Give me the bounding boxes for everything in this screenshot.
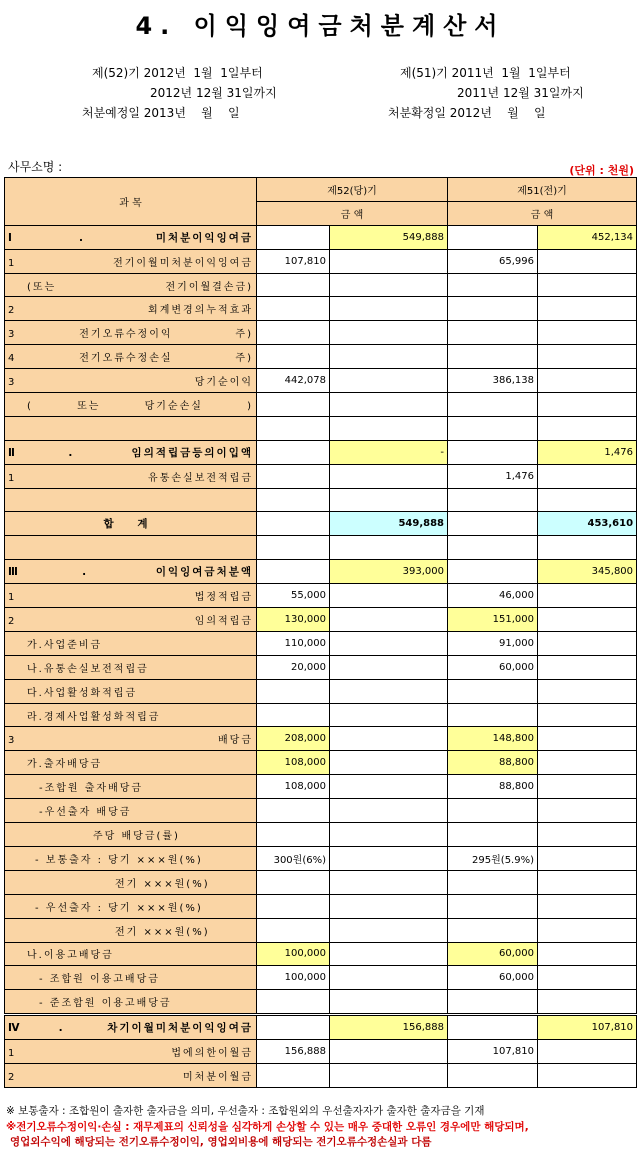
row-label: 나.이용고배당금 (5, 942, 257, 966)
prior-amount-header: 금 액 (448, 201, 637, 225)
row-label: - 우선출자 : 당기 ×××원(%) (5, 894, 257, 918)
prior-detail-cell (448, 990, 538, 1015)
row-label (5, 488, 257, 512)
prior-total-cell (538, 536, 637, 560)
prior-total-cell: 453,610 (538, 512, 637, 536)
current-detail-cell (257, 1063, 330, 1087)
row-label (5, 416, 257, 440)
current-detail-cell (257, 560, 330, 584)
table-row (5, 894, 637, 918)
table-row (5, 799, 637, 823)
prior-total-cell: 107,810 (538, 1015, 637, 1040)
table-row (5, 679, 637, 703)
row-label: 다.사업활성화적립금 (5, 679, 257, 703)
prior-detail-cell (448, 870, 538, 894)
current-detail-cell (257, 799, 330, 823)
prior-total-cell (538, 918, 637, 942)
prior-detail-cell (448, 345, 538, 369)
prior-detail-cell: 65,996 (448, 249, 538, 273)
current-detail-cell (257, 488, 330, 512)
table-row (5, 512, 637, 536)
prior-total-cell (538, 846, 637, 870)
current-detail-cell: 130,000 (257, 608, 330, 632)
prior-total-cell (538, 464, 637, 488)
row-label: 1 전기이월미처분이익잉여금 (5, 249, 257, 273)
current-total-cell (330, 416, 448, 440)
row-label: Ⅲ. 이익잉여금처분액 (5, 560, 257, 584)
statement-table (4, 177, 637, 1088)
prior-detail-cell: 386,138 (448, 369, 538, 393)
table-row (5, 345, 637, 369)
row-label: -우선출자 배당금 (5, 799, 257, 823)
current-detail-cell: 110,000 (257, 631, 330, 655)
prior-total-cell (538, 703, 637, 727)
prior-detail-cell: 151,000 (448, 608, 538, 632)
current-total-cell (330, 966, 448, 990)
current-total-cell (330, 297, 448, 321)
prior-total-cell: 1,476 (538, 440, 637, 464)
table-row (5, 369, 637, 393)
current-detail-cell: 100,000 (257, 942, 330, 966)
current-period-end: 2012년 12월 31일까지 (150, 86, 277, 100)
prior-detail-cell: 60,000 (448, 942, 538, 966)
row-label: 나.유통손실보전적립금 (5, 655, 257, 679)
prior-detail-cell: 88,800 (448, 751, 538, 775)
current-total-cell (330, 584, 448, 608)
row-label: 가.출자배당금 (5, 751, 257, 775)
current-total-cell (330, 799, 448, 823)
row-label: 2 임의적립금 (5, 608, 257, 632)
current-detail-cell (257, 321, 330, 345)
prior-detail-cell (448, 440, 538, 464)
current-total-cell (330, 273, 448, 297)
current-total-cell (330, 775, 448, 799)
row-label: (또는 전기이월결손금) (5, 273, 257, 297)
prior-detail-cell (448, 894, 538, 918)
current-total-cell (330, 1063, 448, 1087)
current-total-cell: 393,000 (330, 560, 448, 584)
prior-detail-cell (448, 703, 538, 727)
current-total-cell: - (330, 440, 448, 464)
current-period-start: 제(52)기 2012년 1월 1일부터 (92, 66, 263, 80)
table-row (5, 918, 637, 942)
current-total-cell (330, 536, 448, 560)
current-total-cell (330, 321, 448, 345)
current-detail-cell (257, 1015, 330, 1040)
current-total-cell (330, 990, 448, 1015)
table-row (5, 870, 637, 894)
current-detail-cell (257, 297, 330, 321)
current-detail-cell: 300원(6%) (257, 846, 330, 870)
table-row (5, 942, 637, 966)
prior-total-cell (538, 1040, 637, 1064)
table-row (5, 393, 637, 417)
table-row (5, 1040, 637, 1064)
current-detail-cell: 108,000 (257, 775, 330, 799)
prior-total-cell (538, 799, 637, 823)
current-total-cell (330, 345, 448, 369)
current-detail-cell (257, 870, 330, 894)
current-total-cell (330, 1040, 448, 1064)
prior-total-cell (538, 273, 637, 297)
prior-detail-cell: 295원(5.9%) (448, 846, 538, 870)
current-detail-cell (257, 918, 330, 942)
table-row (5, 249, 637, 273)
prior-total-cell (538, 488, 637, 512)
prior-detail-cell: 1,476 (448, 464, 538, 488)
table-row (5, 440, 637, 464)
current-detail-cell (257, 225, 330, 249)
prior-detail-cell (448, 488, 538, 512)
current-total-cell (330, 846, 448, 870)
subject-header: 과 목 (5, 178, 257, 226)
header-row-1 (5, 178, 637, 202)
prior-total-cell (538, 321, 637, 345)
prior-period-header: 제51(전)기 (448, 178, 637, 202)
document-title: 4. 이익잉여금처분계산서 (135, 12, 506, 40)
table-row (5, 775, 637, 799)
prior-total-cell (538, 942, 637, 966)
prior-total-cell (538, 990, 637, 1015)
office-unit-row (8, 158, 634, 175)
current-total-cell (330, 870, 448, 894)
current-total-cell (330, 918, 448, 942)
prior-detail-cell (448, 918, 538, 942)
prior-detail-cell (448, 1063, 538, 1087)
row-label: 라.경제사업활성화적립금 (5, 703, 257, 727)
current-period-header: 제52(당)기 (257, 178, 448, 202)
current-detail-cell (257, 345, 330, 369)
table-row (5, 751, 637, 775)
prior-total-cell (538, 966, 637, 990)
row-label: 2 회계변경의누적효과 (5, 297, 257, 321)
prior-total-cell (538, 631, 637, 655)
footnote-error-red: 재무제표의 신뢰성을 심각하게 손상할 수 있는 매우 중대한 오류인 경우에만 해당되며, (129, 1121, 529, 1133)
table-row (5, 823, 637, 847)
row-label: 3 전기오류수정이익 주) (5, 321, 257, 345)
current-detail-cell: 20,000 (257, 655, 330, 679)
prior-period-end: 2011년 12월 31일까지 (457, 86, 584, 100)
prior-detail-cell: 60,000 (448, 966, 538, 990)
prior-detail-cell: 107,810 (448, 1040, 538, 1064)
current-total-cell (330, 727, 448, 751)
prior-total-cell (538, 1063, 637, 1087)
current-detail-cell (257, 464, 330, 488)
row-label: - 보통출자 : 당기 ×××원(%) (5, 846, 257, 870)
current-detail-cell (257, 440, 330, 464)
current-total-cell (330, 464, 448, 488)
current-total-cell (330, 608, 448, 632)
current-total-cell (330, 894, 448, 918)
current-total-cell: 549,888 (330, 225, 448, 249)
current-detail-cell: 442,078 (257, 369, 330, 393)
table-row (5, 560, 637, 584)
prior-detail-cell (448, 225, 538, 249)
row-label: 주당 배당금(률) (5, 823, 257, 847)
prior-total-cell (538, 345, 637, 369)
current-detail-cell: 156,888 (257, 1040, 330, 1064)
prior-detail-cell (448, 799, 538, 823)
current-detail-cell (257, 273, 330, 297)
prior-detail-cell: 60,000 (448, 655, 538, 679)
current-detail-cell (257, 512, 330, 536)
current-total-cell (330, 942, 448, 966)
current-total-cell (330, 488, 448, 512)
prior-total-cell (538, 751, 637, 775)
prior-detail-cell: 91,000 (448, 631, 538, 655)
current-total-cell: 156,888 (330, 1015, 448, 1040)
current-detail-cell (257, 536, 330, 560)
current-detail-cell: 107,810 (257, 249, 330, 273)
prior-detail-cell (448, 560, 538, 584)
table-row (5, 846, 637, 870)
current-total-cell (330, 393, 448, 417)
current-total-cell: 549,888 (330, 512, 448, 536)
table-row (5, 1063, 637, 1087)
current-disposal-date: 처분예정일 2013년 월 일 (82, 106, 240, 120)
row-label: ( 또는 당기순손실 ) (5, 393, 257, 417)
prior-detail-cell: 46,000 (448, 584, 538, 608)
row-label: 합 계 (5, 512, 257, 536)
current-detail-cell (257, 894, 330, 918)
prior-detail-cell (448, 823, 538, 847)
table-row (5, 608, 637, 632)
row-label: Ⅱ. 임의적립금등의이입액 (5, 440, 257, 464)
table-row (5, 631, 637, 655)
current-total-cell (330, 679, 448, 703)
prior-detail-cell (448, 536, 538, 560)
current-detail-cell (257, 393, 330, 417)
prior-total-cell (538, 775, 637, 799)
row-label: 3 당기순이익 (5, 369, 257, 393)
table-row (5, 488, 637, 512)
current-total-cell (330, 369, 448, 393)
current-total-cell (330, 631, 448, 655)
table-row (5, 990, 637, 1015)
prior-total-cell: 345,800 (538, 560, 637, 584)
row-label: 1 법정적립금 (5, 584, 257, 608)
row-label: 전기 ×××원(%) (5, 870, 257, 894)
prior-detail-cell: 148,800 (448, 727, 538, 751)
current-total-cell (330, 823, 448, 847)
table-row (5, 703, 637, 727)
prior-total-cell: 452,134 (538, 225, 637, 249)
table-row (5, 321, 637, 345)
prior-detail-cell (448, 679, 538, 703)
row-label: 4 전기오류수정손실 주) (5, 345, 257, 369)
row-label: Ⅰ. 미처분이익잉여금 (5, 225, 257, 249)
current-detail-cell (257, 703, 330, 727)
unit-label: (단위 : 천원) (569, 164, 634, 177)
current-detail-cell: 108,000 (257, 751, 330, 775)
prior-total-cell (538, 823, 637, 847)
table-row (5, 1015, 637, 1040)
prior-detail-cell (448, 273, 538, 297)
table-row (5, 273, 637, 297)
current-detail-cell: 208,000 (257, 727, 330, 751)
prior-total-cell (538, 679, 637, 703)
prior-total-cell (538, 608, 637, 632)
office-label: 사무소명 : (8, 160, 63, 174)
prior-total-cell (538, 249, 637, 273)
prior-total-cell (538, 727, 637, 751)
row-label: - 조합원 이용고배당금 (5, 966, 257, 990)
footnote-error-detail: 영업외수익에 해당되는 전기오류수정이익, 영업외비용에 해당되는 전기오류수정손실과 다름 (10, 1136, 432, 1148)
prior-total-cell (538, 416, 637, 440)
current-detail-cell: 55,000 (257, 584, 330, 608)
prior-total-cell (538, 369, 637, 393)
table-row (5, 464, 637, 488)
current-total-cell (330, 249, 448, 273)
row-label: Ⅳ. 차기이월미처분이익잉여금 (5, 1015, 257, 1040)
current-total-cell (330, 751, 448, 775)
prior-disposal-date: 처분확정일 2012년 월 일 (388, 106, 546, 120)
table-row (5, 655, 637, 679)
current-detail-cell (257, 679, 330, 703)
current-amount-header: 금 액 (257, 201, 448, 225)
prior-total-cell (538, 297, 637, 321)
footnote-error-prefix: ※전기오류수정이익·손실 : (6, 1121, 130, 1133)
table-row (5, 727, 637, 751)
prior-total-cell (538, 393, 637, 417)
prior-detail-cell (448, 321, 538, 345)
table-row (5, 297, 637, 321)
footnote-contribution: ※ 보통출자 : 조합원이 출자한 출자금을 의미, 우선출자 : 조합원외의 우선출자자가 출자한 출자금을 기재 (6, 1105, 485, 1117)
prior-total-cell (538, 584, 637, 608)
row-label: 2 미처분이월금 (5, 1063, 257, 1087)
current-total-cell (330, 703, 448, 727)
current-total-cell (330, 655, 448, 679)
current-detail-cell: 100,000 (257, 966, 330, 990)
row-label: -조합원 출자배당금 (5, 775, 257, 799)
current-detail-cell (257, 823, 330, 847)
prior-period-start: 제(51)기 2011년 1월 1일부터 (400, 66, 571, 80)
prior-total-cell (538, 870, 637, 894)
row-label: 1 유통손실보전적립금 (5, 464, 257, 488)
prior-detail-cell (448, 512, 538, 536)
row-label: 3 배당금 (5, 727, 257, 751)
prior-total-cell (538, 655, 637, 679)
prior-detail-cell (448, 416, 538, 440)
prior-total-cell (538, 894, 637, 918)
table-row (5, 966, 637, 990)
row-label (5, 536, 257, 560)
prior-detail-cell: 88,800 (448, 775, 538, 799)
footnote-error-correction (6, 1119, 529, 1134)
row-label: 1 법에의한이월금 (5, 1040, 257, 1064)
table-row (5, 584, 637, 608)
current-detail-cell (257, 416, 330, 440)
row-label: 가.사업준비금 (5, 631, 257, 655)
prior-detail-cell (448, 297, 538, 321)
row-label: 전기 ×××원(%) (5, 918, 257, 942)
current-detail-cell (257, 990, 330, 1015)
row-label: - 준조합원 이용고배당금 (5, 990, 257, 1015)
table-row (5, 225, 637, 249)
prior-detail-cell (448, 393, 538, 417)
table-row (5, 416, 637, 440)
table-row (5, 536, 637, 560)
prior-detail-cell (448, 1015, 538, 1040)
